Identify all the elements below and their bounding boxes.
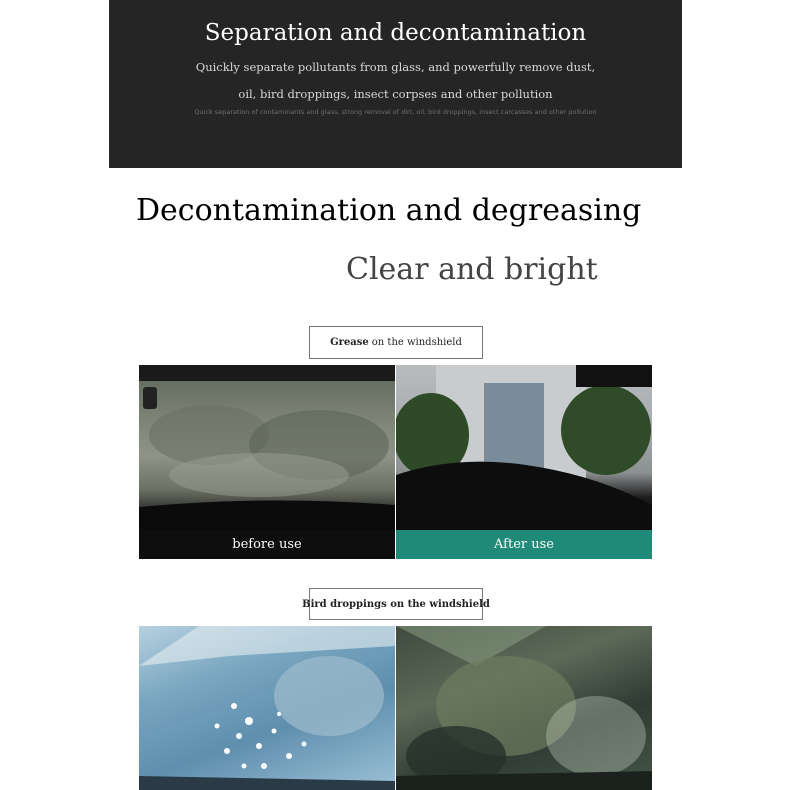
banner-description-line-2: oil, bird droppings, insect corpses and other pollution	[238, 87, 553, 101]
grease-caption-rest: on the windshield	[371, 337, 462, 348]
bird-droppings-after-photo	[396, 626, 652, 790]
sub-heading: Clear and bright	[346, 252, 598, 287]
bird-droppings-caption: Bird droppings on the windshield	[309, 588, 483, 620]
banner-description-line-1: Quickly separate pollutants from glass, and powerfully remove dust,	[195, 60, 596, 74]
grease-caption	[309, 326, 483, 359]
banner-small-text: Quick separation of contaminants and glass, strong removal of dirt, oil, bird droppings, insect carcasses and other pollution	[194, 108, 597, 116]
bird-droppings-before-photo	[139, 626, 395, 790]
grease-caption-bold: Grease	[330, 337, 369, 348]
before-use-label: before use	[139, 530, 395, 559]
after-use-photo	[396, 365, 652, 531]
banner-title: Separation and decontamination	[204, 20, 587, 46]
main-heading: Decontamination and degreasing	[136, 193, 642, 228]
top-banner	[109, 0, 682, 168]
after-use-label: After use	[396, 530, 652, 559]
before-use-photo	[139, 365, 395, 531]
